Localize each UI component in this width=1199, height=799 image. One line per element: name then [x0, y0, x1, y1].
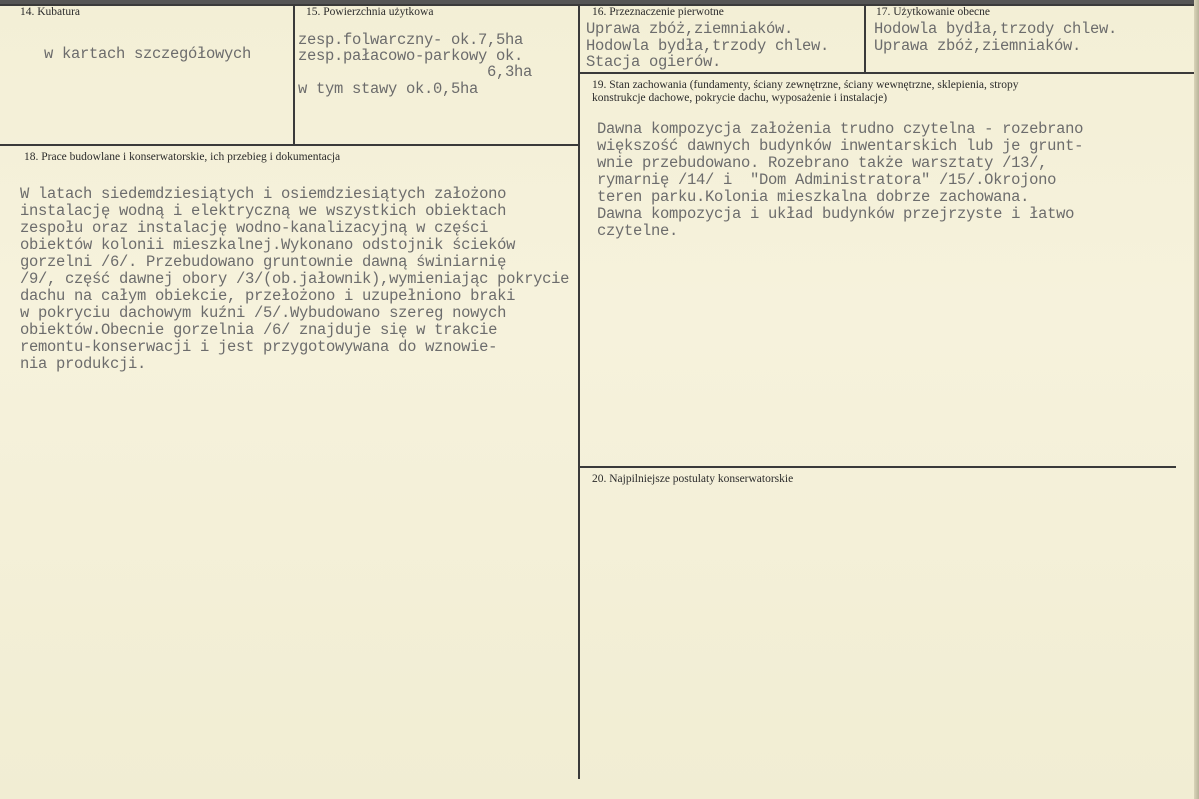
section-16-line: Uprawa zbóż,ziemniaków.: [586, 20, 794, 38]
section-16-line: Stacja ogierów.: [586, 53, 722, 71]
section-19-line: Dawna kompozycja założenia trudno czytelna - rozebrano: [597, 120, 1084, 138]
section-15-line: zesp.folwarczny- ok.7,5ha: [298, 31, 524, 49]
divider-14-15: [293, 4, 295, 144]
section-19-line: Dawna kompozycja i układ budynków przejrzyste i łatwo: [597, 205, 1075, 223]
section-18-line: dachu na całym obiekcie, przełożono i uzupełniono braki: [20, 287, 516, 305]
section-19-line: wnie przebudowano. Rozebrano także warsztaty /13/,: [597, 154, 1048, 172]
section-18-line: zespołu oraz instalację wodno-kanalizacyjną w części: [20, 219, 489, 237]
divider-16-17: [864, 4, 866, 72]
section-17-label: 17. Użytkowanie obecne: [876, 6, 991, 18]
section-19-line: większość dawnych budynków inwentarskich lub je grunt-: [597, 137, 1084, 155]
section-15-line: 6,3ha: [298, 63, 533, 81]
section-18-line: obiektów.Obecnie gorzelnia /6/ znajduje się w trakcie: [20, 321, 498, 339]
section-18-line: w pokryciu dachowym kuźni /5/.Wybudowano szereg nowych: [20, 304, 507, 322]
section-16-label: 16. Przeznaczenie pierwotne: [592, 6, 724, 18]
section-18-line: obiektów kolonii mieszkalnej.Wykonano odstojnik ścieków: [20, 236, 516, 254]
section-18-line: /9/, część dawnej obory /3/(ob.jałownik),wymieniając pokrycie: [20, 270, 570, 288]
section-19-label: 19. Stan zachowania (fundamenty, ściany zewnętrzne, ściany wewnętrzne, sklepienia, stropy: [592, 79, 1019, 91]
section-18-line: remontu-konserwacji i jest przygotowywana do wznowie-: [20, 338, 498, 356]
divider-right-top: [578, 72, 1194, 74]
divider-center: [578, 4, 580, 779]
section-14-label: 14. Kubatura: [20, 6, 81, 18]
section-20-label: 20. Najpilniejsze postulaty konserwatorskie: [592, 473, 794, 485]
section-19-line: rymarnię /14/ i "Dom Administratora" /15/.Okrojono: [597, 171, 1057, 189]
section-18-line: instalację wodną i elektryczną we wszystkich obiektach: [20, 202, 507, 220]
section-17-line: Hodowla bydła,trzody chlew.: [874, 20, 1118, 38]
section-19-line: teren parku.Kolonia mieszkalna dobrze zachowana.: [597, 188, 1030, 206]
divider-right-mid: [578, 466, 1176, 468]
section-15-label: 15. Powierzchnia użytkowa: [306, 6, 434, 18]
section-14-text: w kartach szczegółowych: [44, 45, 252, 63]
section-17-line: Uprawa zbóż,ziemniaków.: [874, 37, 1082, 55]
divider-left-mid: [0, 144, 579, 146]
section-18-line: W latach siedemdziesiątych i osiemdziesiątych założono: [20, 185, 507, 203]
section-19-line: czytelne.: [597, 222, 679, 240]
section-15-line: w tym stawy ok.0,5ha: [298, 80, 479, 98]
section-15-line: zesp.pałacowo-parkowy ok.: [298, 47, 524, 65]
section-16-line: Hodowla bydła,trzody chlew.: [586, 37, 830, 55]
section-18-line: gorzelni /6/. Przebudowano gruntownie dawną świniarnię: [20, 253, 507, 271]
page-right-edge: [1194, 0, 1199, 799]
section-18-label: 18. Prace budowlane i konserwatorskie, ich przebieg i dokumentacja: [24, 151, 341, 163]
section-18-line: nia produkcji.: [20, 355, 147, 373]
section-19-label-continued: konstrukcje dachowe, pokrycie dachu, wyposażenie i instalacje): [592, 92, 888, 104]
